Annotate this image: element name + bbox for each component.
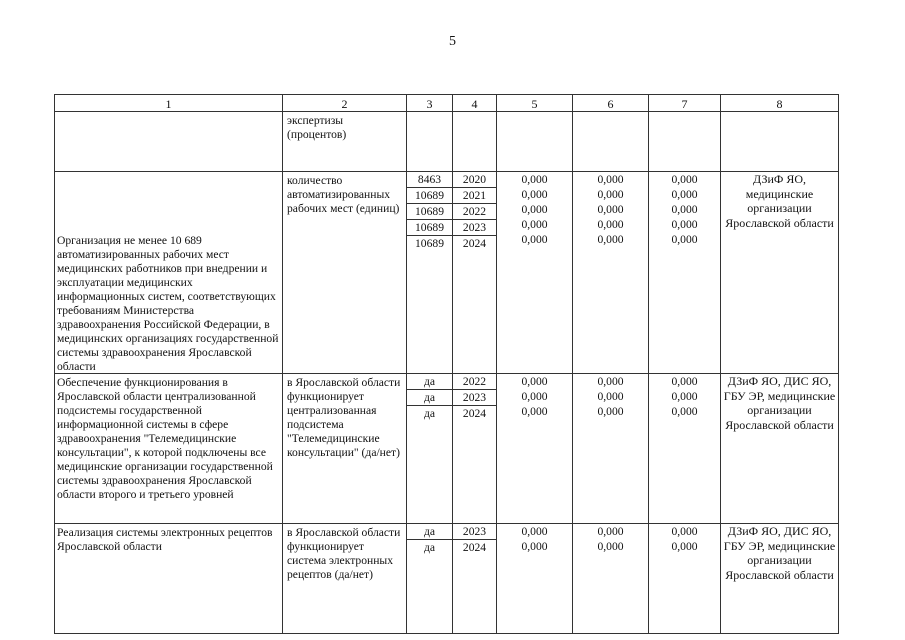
value-col5: [497, 524, 573, 634]
col4-value: 2023: [453, 524, 496, 540]
col6-value: 0,000: [597, 390, 624, 404]
indicator-unit: в Ярославской области функционирует централизованная подсистема "Телемедицинские консультации" (да/нет): [283, 374, 407, 524]
col7-value: 0,000: [671, 233, 698, 247]
col6-value: 0,000: [597, 540, 624, 554]
col4-value: 2022: [453, 374, 496, 390]
value-col5: [497, 112, 573, 172]
value-col6: [573, 172, 649, 374]
col7-value: 0,000: [671, 218, 698, 232]
col7-value: 0,000: [671, 405, 698, 419]
col3-value: да: [407, 374, 452, 390]
col6-values: [573, 524, 648, 554]
value-col7: [649, 112, 721, 172]
col5-values: [497, 374, 572, 419]
col7-values: [649, 374, 720, 419]
col5-value: 0,000: [521, 233, 548, 247]
value-col6: [573, 374, 649, 524]
measure-description: Реализация системы электронных рецептов Ярославской области: [55, 524, 283, 634]
value-col7: [649, 524, 721, 634]
col6-values: [573, 374, 648, 419]
page-number: 5: [449, 34, 456, 49]
table-row: [55, 524, 839, 634]
col4-value: 2024: [462, 407, 487, 421]
col7-values: [649, 524, 720, 554]
col4-values: [453, 172, 496, 251]
header-col-5: 5: [497, 95, 573, 112]
responsible-organizations: [721, 112, 839, 172]
value-col6: [573, 524, 649, 634]
header-col-6: 6: [573, 95, 649, 112]
col6-value: 0,000: [597, 525, 624, 539]
value-col4: [453, 374, 497, 524]
col7-value: 0,000: [671, 540, 698, 554]
header-col-3: 3: [407, 95, 453, 112]
indicator-unit: количество автоматизированных рабочих мест (единиц): [283, 172, 407, 374]
responsible-organizations: ДЗиФ ЯО, ДИС ЯО, ГБУ ЭР, медицинские организации Ярославской области: [721, 524, 839, 634]
col4-value: 2020: [453, 172, 496, 188]
table-row: [55, 112, 839, 172]
col5-value: 0,000: [521, 375, 548, 389]
col5-values: [497, 172, 572, 247]
col4-value: 2023: [453, 390, 496, 406]
col5-value: 0,000: [521, 173, 548, 187]
col4-values: [453, 374, 496, 421]
col6-value: 0,000: [597, 188, 624, 202]
col3-value: да: [407, 524, 452, 540]
col4-value: 2024: [462, 237, 487, 251]
col5-value: 0,000: [521, 525, 548, 539]
col4-value: 2023: [453, 220, 496, 236]
header-col-7: 7: [649, 95, 721, 112]
col3-values: [407, 374, 452, 421]
col4-value: 2021: [453, 188, 496, 204]
col4-values: [453, 524, 496, 555]
measure-description: Обеспечение функционирования в Ярославской области централизованной подсистемы государственной информационной системы в сфере здравоохранения "Телемедицинские консультации", к которой подключены все медицинские организации государственной системы здравоохранения Ярославской области второго и третьего уровней: [55, 374, 283, 524]
value-col3: [407, 112, 453, 172]
value-col5: [497, 374, 573, 524]
col5-value: 0,000: [521, 218, 548, 232]
header-col-2: 2: [283, 95, 407, 112]
value-col4: [453, 524, 497, 634]
responsible-organizations: ДЗиФ ЯО, ДИС ЯО, ГБУ ЭР, медицинские организации Ярославской области: [721, 374, 839, 524]
value-col4: [453, 112, 497, 172]
col7-value: 0,000: [671, 188, 698, 202]
col3-value: да: [423, 541, 436, 555]
value-col6: [573, 112, 649, 172]
col3-value: 10689: [407, 188, 452, 204]
col3-value: 8463: [407, 172, 452, 188]
col7-value: 0,000: [671, 525, 698, 539]
col7-values: [649, 172, 720, 247]
col3-value: да: [423, 407, 436, 421]
header-row: [55, 95, 839, 112]
col4-value: 2024: [462, 541, 487, 555]
col3-value: да: [407, 390, 452, 406]
col5-value: 0,000: [521, 203, 548, 217]
col6-value: 0,000: [597, 173, 624, 187]
col5-value: 0,000: [521, 540, 548, 554]
col3-values: [407, 172, 452, 251]
measure-description: Организация не менее 10 689 автоматизированных рабочих мест медицинских работников при внедрении и эксплуатации медицинских информационных систем, соответствующих требованиям Министерства здравоохранения Российской Федерации, в медицинских организациях государственной системы здравоохранения Ярославской области: [55, 172, 283, 374]
indicators-table: [54, 94, 839, 634]
measure-description: [55, 112, 283, 172]
col3-values: [407, 524, 452, 555]
col5-value: 0,000: [521, 188, 548, 202]
header-col-8: 8: [721, 95, 839, 112]
value-col7: [649, 374, 721, 524]
col7-value: 0,000: [671, 375, 698, 389]
value-col3: [407, 172, 453, 374]
indicator-unit: экспертизы (процентов): [283, 112, 407, 172]
col5-value: 0,000: [521, 405, 548, 419]
value-col4: [453, 172, 497, 374]
header-col-1: 1: [55, 95, 283, 112]
indicator-unit: в Ярославской области функционирует система электронных рецептов (да/нет): [283, 524, 407, 634]
col7-value: 0,000: [671, 203, 698, 217]
responsible-organizations: ДЗиФ ЯО, медицинские организации Ярославской области: [721, 172, 839, 374]
col6-value: 0,000: [597, 218, 624, 232]
col7-value: 0,000: [671, 173, 698, 187]
col5-values: [497, 524, 572, 554]
col6-value: 0,000: [597, 233, 624, 247]
table-row: [55, 172, 839, 374]
col5-value: 0,000: [521, 390, 548, 404]
col6-values: [573, 172, 648, 247]
value-col3: [407, 524, 453, 634]
col3-value: 10689: [407, 220, 452, 236]
col6-value: 0,000: [597, 375, 624, 389]
col3-value: 10689: [407, 204, 452, 220]
table-row: [55, 374, 839, 524]
col3-value: 10689: [415, 237, 444, 251]
col7-value: 0,000: [671, 390, 698, 404]
value-col5: [497, 172, 573, 374]
col6-value: 0,000: [597, 203, 624, 217]
col6-value: 0,000: [597, 405, 624, 419]
header-col-4: 4: [453, 95, 497, 112]
value-col3: [407, 374, 453, 524]
col4-value: 2022: [453, 204, 496, 220]
value-col7: [649, 172, 721, 374]
